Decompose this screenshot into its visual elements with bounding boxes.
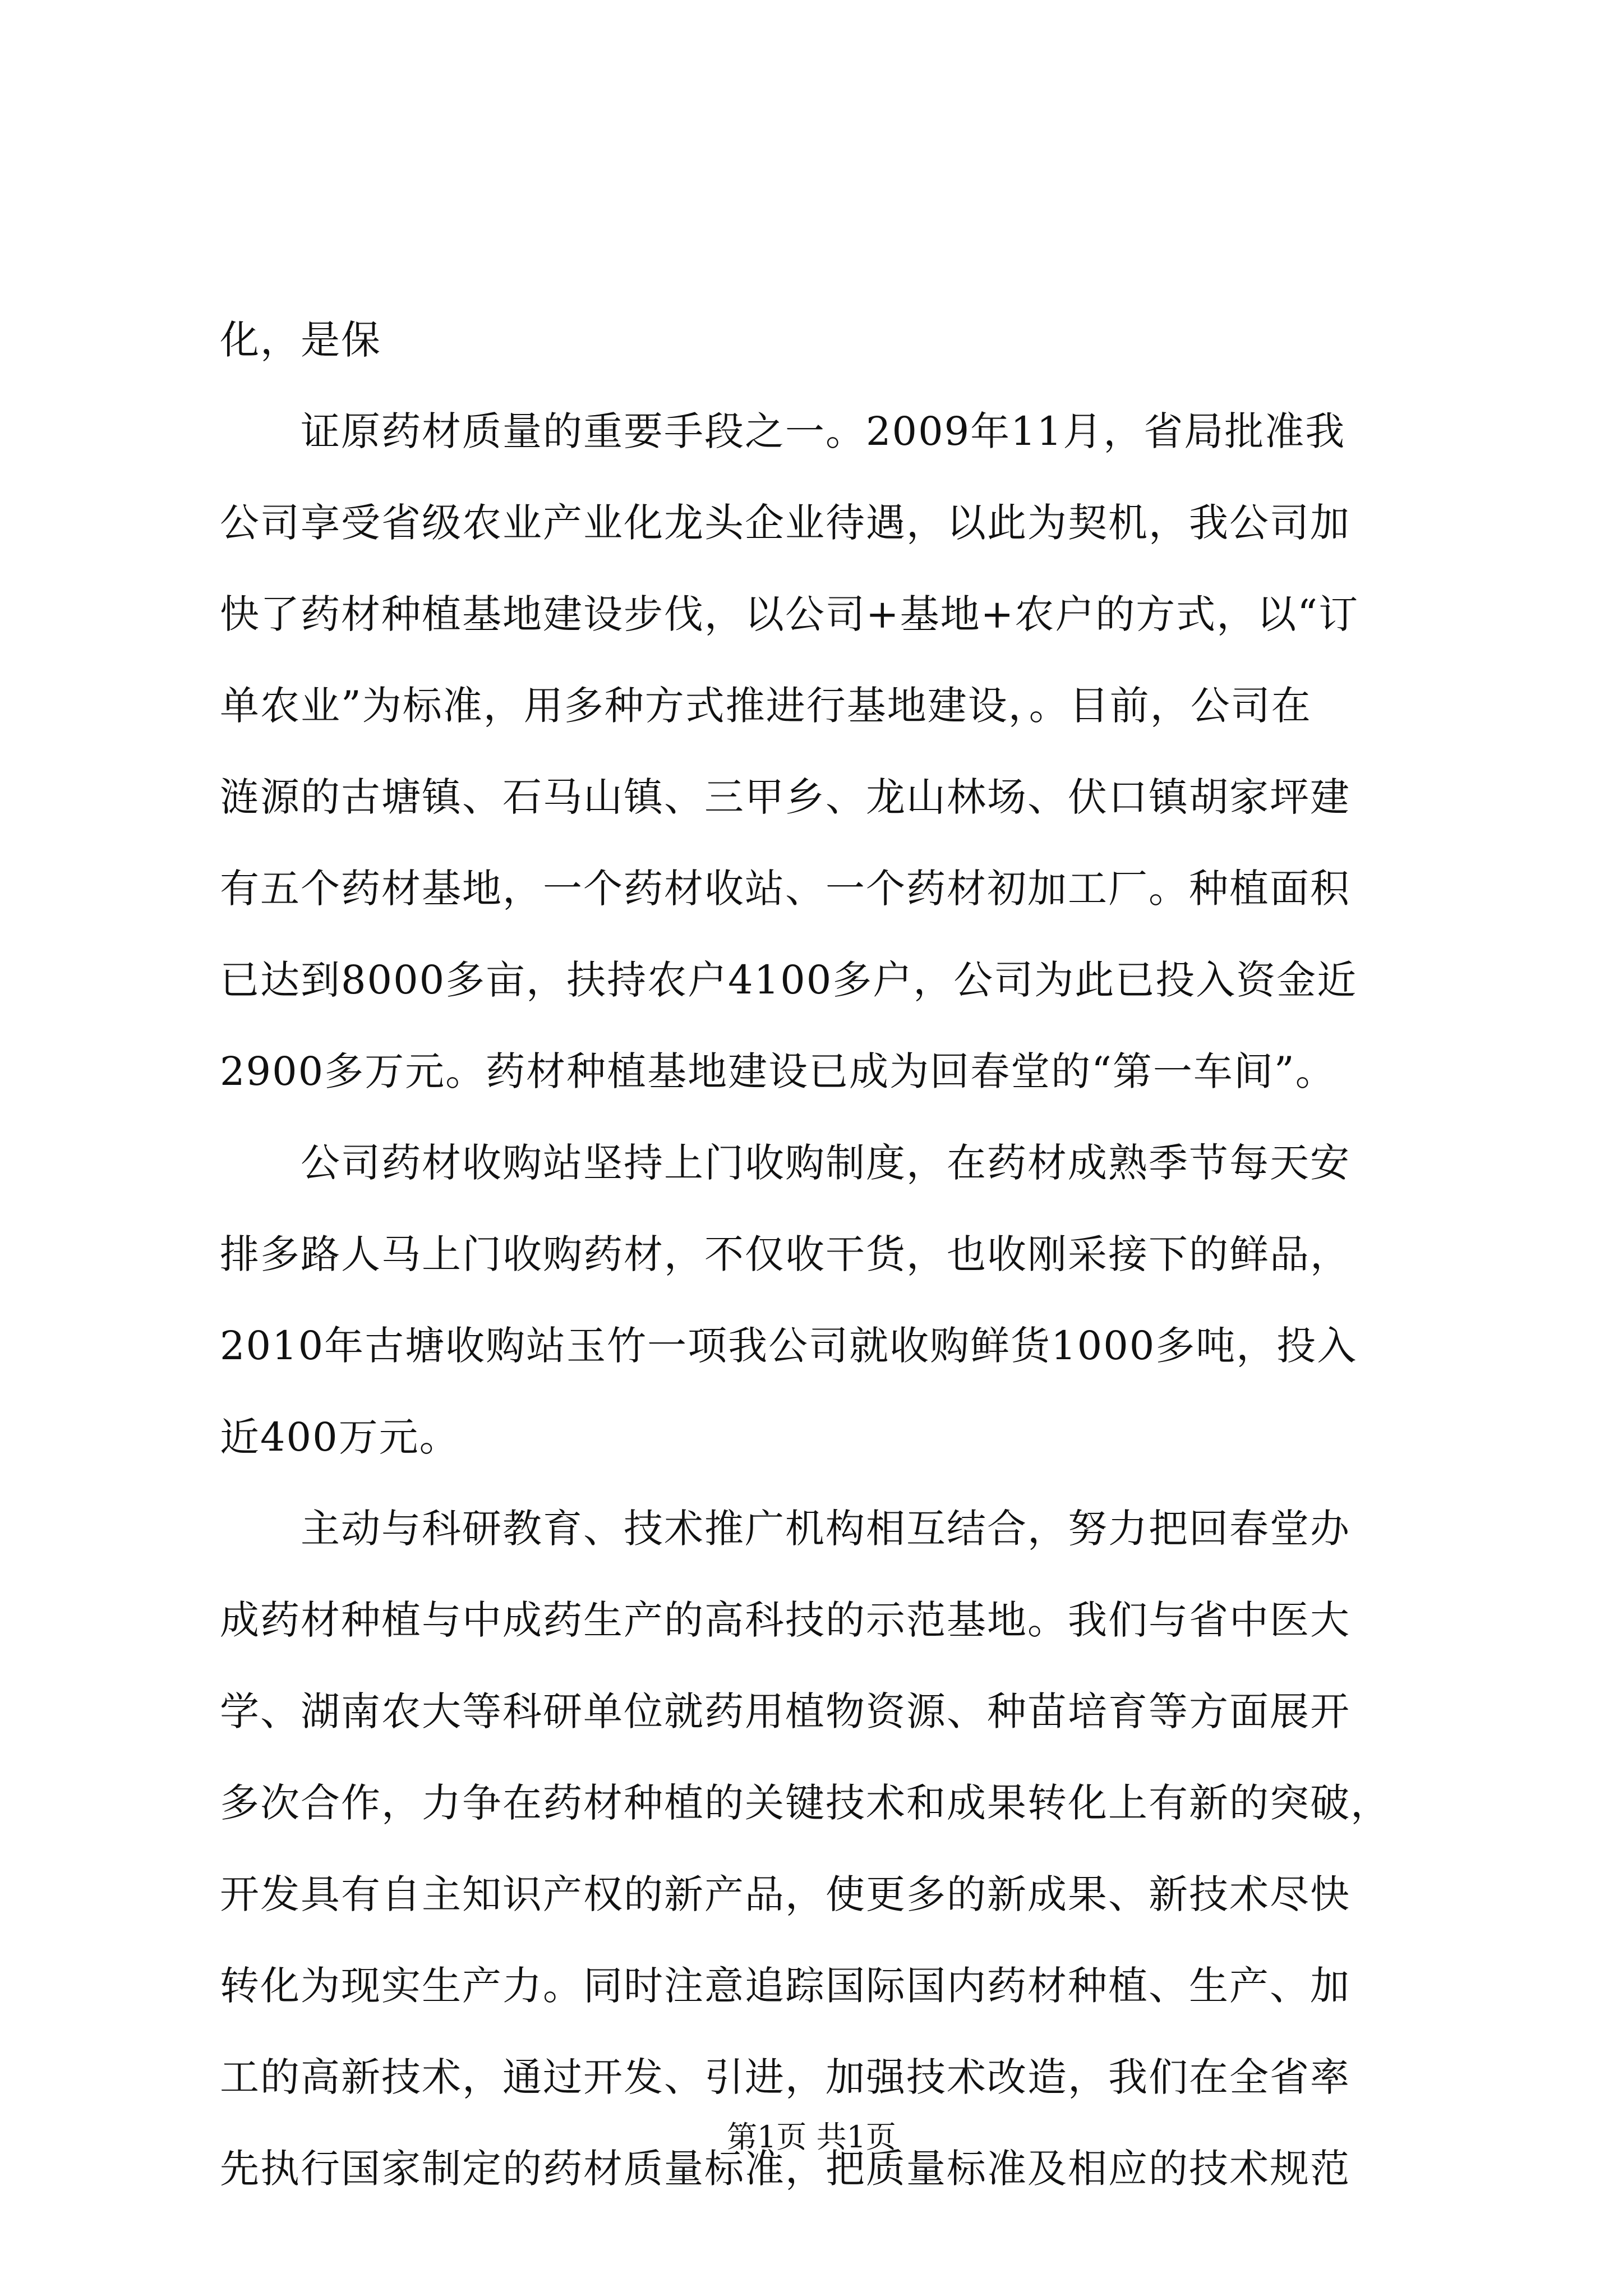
text-line: 2900多万元。药材种植基地建设已成为回春堂的“第一车间”。 bbox=[220, 1048, 1336, 1094]
text-line: 涟源的古塘镇、石马山镇、三甲乡、龙山林场、伏口镇胡家坪建 bbox=[220, 774, 1350, 820]
text-line: 近400万元。 bbox=[220, 1414, 460, 1460]
text-line: 主动与科研教育、技术推广机构相互结合，努力把回春堂办 bbox=[220, 1506, 1350, 1552]
text-line: 化，是保 bbox=[220, 317, 381, 363]
text-line: 公司药材收购站坚持上门收购制度，在药材成熟季节每天安 bbox=[220, 1140, 1350, 1186]
text-line: 先执行国家制定的药材质量标准，把质量标准及相应的技术规范 bbox=[220, 2146, 1350, 2192]
text-line: 开发具有自主知识产权的新产品，使更多的新成果、新技术尽快 bbox=[220, 1871, 1350, 1917]
text-line: 证原药材质量的重要手段之一。2009年11月，省局批准我 bbox=[220, 408, 1346, 454]
text-line: 排多路人马上门收购药材，不仅收干货，也收刚采接下的鲜品， bbox=[220, 1231, 1350, 1277]
text-line: 成药材种植与中成药生产的高科技的示范基地。我们与省中医大 bbox=[220, 1597, 1350, 1643]
text-line: 快了药材种植基地建设步伐，以公司+基地+农户的方式，以“订 bbox=[220, 591, 1359, 637]
text-line: 单农业”为标准，用多种方式推进行基地建设，。目前，公司在 bbox=[220, 683, 1312, 729]
text-line: 工的高新技术，通过开发、引进，加强技术改造，我们在全省率 bbox=[220, 2054, 1350, 2100]
text-line: 多次合作，力争在药材种植的关键技术和成果转化上有新的突破， bbox=[220, 1780, 1391, 1826]
page-number-footer: 第1页 共1页 bbox=[727, 2119, 896, 2155]
text-line: 有五个药材基地，一个药材收站、一个药材初加工厂。种植面积 bbox=[220, 866, 1350, 912]
text-line: 转化为现实生产力。同时注意追踪国际国内药材种植、生产、加 bbox=[220, 1963, 1350, 2009]
text-line: 已达到8000多亩，扶持农户4100多户，公司为此已投入资金近 bbox=[220, 957, 1358, 1003]
document-body bbox=[220, 295, 1426, 2215]
text-line: 2010年古塘收购站玉竹一项我公司就收购鲜货1000多吨，投入 bbox=[220, 1323, 1358, 1369]
text-line: 公司享受省级农业产业化龙头企业待遇，以此为契机，我公司加 bbox=[220, 500, 1350, 546]
text-line: 学、湖南农大等科研单位就药用植物资源、种苗培育等方面展开 bbox=[220, 1688, 1350, 1734]
